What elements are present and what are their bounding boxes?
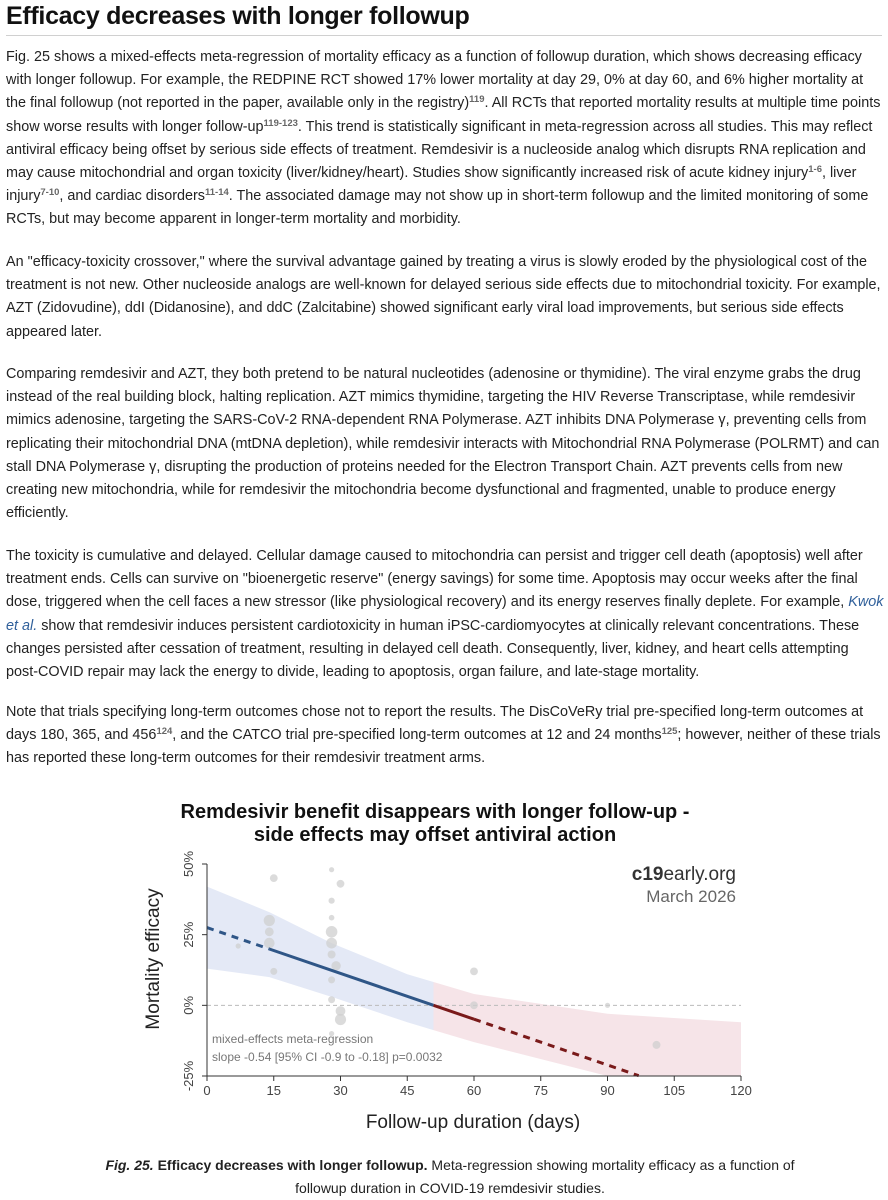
chart-title-line-1: Remdesivir benefit disappears with longer follow-up - xyxy=(180,801,690,823)
y-tick-label-50: 50% xyxy=(181,850,196,878)
figure-25-chart xyxy=(130,790,760,1140)
ci-band-benefit xyxy=(207,887,434,1031)
annotation-line-1: mixed-effects meta-regression xyxy=(212,1032,374,1046)
p1-text-b: . All RCTs that reported mortality results at multiple time points show worse results with longer follow-up xyxy=(6,95,881,135)
x-tick-label-120: 120 xyxy=(730,1083,752,1098)
ci-band-harm xyxy=(434,982,742,1076)
data-point-5 xyxy=(264,938,275,949)
paragraph-5 xyxy=(6,701,884,771)
data-point-10 xyxy=(329,915,335,921)
y-tick-label-0: 0% xyxy=(181,995,196,1015)
data-point-11 xyxy=(326,926,338,938)
data-point-18 xyxy=(335,1014,346,1025)
brand-prefix: c19 xyxy=(631,864,664,885)
chart-svg xyxy=(130,790,760,1140)
p5-text-a: Note that trials specifying long-term outcomes chose not to report the results. The DisCoVeRy trial pre-specified long-term outcomes at days 180, 365, and 456 xyxy=(6,704,864,744)
section-heading: Efficacy decreases with longer followup xyxy=(6,2,470,30)
x-tick-label-15: 15 xyxy=(266,1083,281,1098)
y-tick-label--25: -25% xyxy=(181,1060,196,1092)
figure-caption xyxy=(100,1154,800,1200)
citation-1-6[interactable]: 1-6 xyxy=(808,164,822,176)
data-point-15 xyxy=(328,976,335,983)
x-tick-label-45: 45 xyxy=(400,1083,415,1098)
data-point-1 xyxy=(236,943,241,948)
data-point-4 xyxy=(265,927,274,936)
caption-text: Meta-regression showing mortality efficacy as a function of followup duration in COVID-19 remdesivir studies. xyxy=(295,1157,795,1196)
data-point-16 xyxy=(328,996,335,1003)
data-point-3 xyxy=(264,915,275,926)
kwok-et-al-link[interactable]: Kwok et al. xyxy=(6,594,884,634)
data-point-9 xyxy=(329,898,335,904)
chart-date: March 2026 xyxy=(646,887,736,906)
citation-119-123[interactable]: 119-123 xyxy=(263,117,298,129)
data-point-22 xyxy=(605,1003,610,1008)
caption-title: Efficacy decreases with longer followup. xyxy=(157,1157,428,1173)
y-axis-label: Mortality efficacy xyxy=(143,888,164,1030)
data-point-7 xyxy=(329,867,334,872)
citation-125[interactable]: 125 xyxy=(661,726,678,738)
x-tick-label-60: 60 xyxy=(466,1083,482,1098)
chart-title-line-2: side effects may offset antiviral action xyxy=(253,824,617,846)
data-point-13 xyxy=(328,951,336,959)
brand-label xyxy=(632,864,736,885)
x-tick-label-75: 75 xyxy=(533,1083,548,1098)
data-point-23 xyxy=(653,1041,661,1049)
paragraph-4 xyxy=(6,545,884,684)
data-point-12 xyxy=(326,938,337,949)
y-tick-label-25: 25% xyxy=(181,921,196,948)
data-point-14 xyxy=(331,961,340,970)
data-point-6 xyxy=(270,968,277,975)
p1-text-c: . This trend is statistically significant in meta-regression across all studies. This may reflect antiviral efficacy being offset by serious side effects of treatment. Remdesivir is a nucleoside analog which disrupts RNA replication and may cause mitochondrial and organ toxicity (liver/kidney/heart). Studies show significantly increased risk of acute kidney injury xyxy=(6,118,873,182)
p1-text-e: , and cardiac disorders xyxy=(59,188,205,205)
data-point-21 xyxy=(470,1001,478,1009)
p5-text-c: ; however, neither of these trials has reported these long-term outcomes for their remdesivir treatment arms. xyxy=(6,727,881,767)
data-point-8 xyxy=(337,880,345,888)
paragraph-2: An "efficacy-toxicity crossover," where the survival advantage gained by treating a virus is slowly eroded by the physiological cost of the treatment is not new. Other nucleoside analogs are well-known for delayed serious side effects due to mitochondrial toxicity. For example, AZT (Zidovudine), ddI (Didanosine), and ddC (Zalcitabine) showed significant early viral load improvements, but serious side effects appeared later. xyxy=(6,254,881,340)
annotation-line-2: slope -0.54 [95% CI -0.9 to -0.18] p=0.0032 xyxy=(212,1050,443,1064)
brand-suffix: early.org xyxy=(663,864,736,885)
p1-text-d: , liver injury xyxy=(6,165,857,205)
x-tick-label-90: 90 xyxy=(600,1083,615,1098)
p1-text-f: . The associated damage may not show up in short-term followup and the limited monitoring of some RCTs, but may become apparent in longer-term mortality and morbidity. xyxy=(6,188,869,228)
citation-124[interactable]: 124 xyxy=(156,726,173,738)
data-point-20 xyxy=(470,968,478,976)
p5-text-b: , and the CATCO trial pre-specified long-term outcomes at 12 and 24 months xyxy=(172,727,662,744)
p1-text-a: Fig. 25 shows a mixed-effects meta-regression of mortality efficacy as a function of followup duration, which shows decreasing efficacy with longer followup. For example, the REDPINE RCT showed 17% lower mortality at day 29, 0% at day 60, and 6% higher mortality at the final followup (not reported in the paper, available only in the registry) xyxy=(6,49,864,112)
x-tick-label-30: 30 xyxy=(333,1083,348,1098)
data-point-2 xyxy=(270,874,278,882)
p4-text-a: The toxicity is cumulative and delayed. Cellular damage caused to mitochondria can persist and trigger cell death (apoptosis) well after treatment ends. Cells can survive on "bioenergetic reserve" (energy savings) for some time. Apoptosis may occur weeks after the final dose, triggered when the cell faces a new stressor (like physiological recovery) and its energy reserves finally deplete. For example, xyxy=(6,548,863,611)
caption-figure-number: Fig. 25. xyxy=(105,1157,154,1173)
citation-11-14[interactable]: 11-14 xyxy=(205,187,229,199)
citation-119[interactable]: 119 xyxy=(469,94,485,106)
x-axis-label: Follow-up duration (days) xyxy=(365,1112,581,1133)
paragraph-1 xyxy=(6,46,884,232)
citation-7-10[interactable]: 7-10 xyxy=(40,187,60,199)
heading-divider xyxy=(6,35,882,36)
paragraph-3: Comparing remdesivir and AZT, they both pretend to be natural nucleotides (adenosine or thymidine). The viral enzyme grabs the drug instead of the real building block, halting replication. AZT mimics thymidine, targeting the HIV Reverse Transcriptase, while remdesivir mimics adenosine, targeting the SARS-CoV-2 RNA-dependent RNA Polymerase. AZT inhibits DNA Polymerase γ, preventing cells from replicating their mitochondrial DNA (mtDNA depletion), while remdesivir interacts with Mitochondrial RNA Polymerase (POLRMT) and can stall DNA Polymerase γ, disrupting the production of proteins needed for the Electron Transport Chain. AZT prevents cells from new creating new mitochondria, while for remdesivir the mitochondria become dysfunctional and fragmented, unable to produce energy efficiently. xyxy=(6,366,880,522)
p4-text-b: show that remdesivir induces persistent cardiotoxicity in human iPSC-cardiomyocytes at clinically relevant concentrations. These changes persisted after cessation of treatment, resulting in delayed cell death. Consequently, liver, kidney, and heart cells attempting post-COVID repair may lack the energy to divide, leading to apoptosis, organ failure, and late-stage mortality. xyxy=(6,617,860,681)
x-tick-label-105: 105 xyxy=(663,1083,686,1098)
x-tick-label-0: 0 xyxy=(203,1083,211,1098)
